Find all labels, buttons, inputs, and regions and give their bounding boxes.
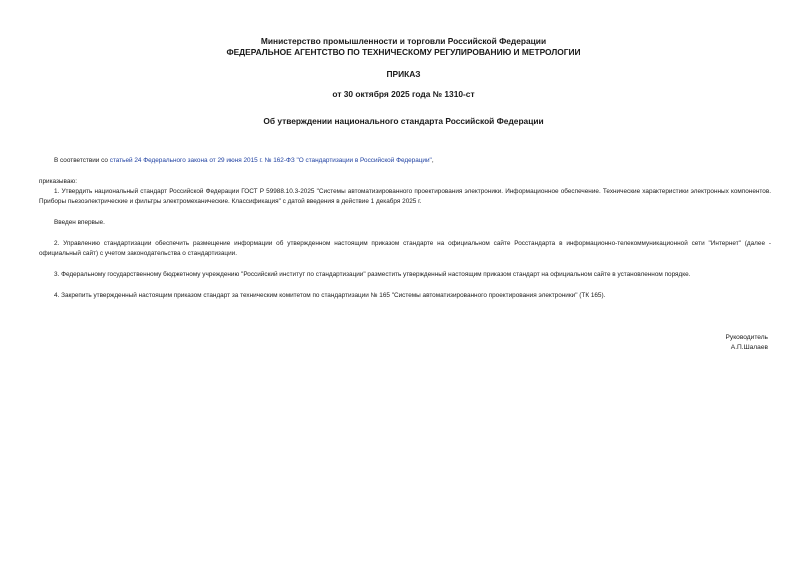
document-subject: Об утверждении национального стандарта Российской Федерации <box>263 116 544 126</box>
introduced-note: Введен впервые. <box>54 219 105 226</box>
document-date-number: от 30 октября 2025 года № 1310-ст <box>332 89 475 99</box>
preamble-paragraph <box>39 156 771 166</box>
preamble-suffix: , <box>431 157 434 164</box>
signatory-name: А.П.Шалаев <box>730 344 768 351</box>
preamble-prefix: В соответствии со <box>54 157 110 164</box>
document-type: ПРИКАЗ <box>386 69 421 79</box>
law-reference-link[interactable]: статьей 24 Федерального закона от 29 июня 2015 г. № 162-ФЗ "О стандартизации в Российской Федерации" <box>109 157 432 164</box>
order-item-2: 2. Управлению стандартизации обеспечить размещение информации об утвержденном настоящим приказом стандарте на официальном сайте Росстандарта в информационно-телекоммуникационной сети "Интернет" (далее - официальный сайт) с учетом законодательства о стандартизации. <box>39 240 771 257</box>
ministry-name: Министерство промышленности и торговли Российской Федерации <box>260 36 547 46</box>
order-word: приказываю: <box>39 178 77 185</box>
order-item-3: 3. Федеральному государственному бюджетному учреждению "Российский институт по стандартизации" разместить утвержденный настоящим приказом стандарт на официальном сайте в установленном порядке. <box>54 271 691 278</box>
order-item-4: 4. Закрепить утвержденный настоящим приказом стандарт за техническим комитетом по стандартизации № 165 "Системы автоматизированного проектирования электроники" (ТК 165). <box>54 292 606 299</box>
order-item-1: 1. Утвердить национальный стандарт Российской Федерации ГОСТ Р 59988.10.3-2025 "Системы автоматизированного проектирования электроники. Информационное обеспечение. Технические характеристики электронных компонентов. Приборы пьезоэлектрические и фильтры электромеханические. Классификация" с датой введения в действие 1 декабря 2025 г. <box>39 188 771 205</box>
signatory-title: Руководитель <box>725 334 768 341</box>
agency-name: ФЕДЕРАЛЬНОЕ АГЕНТСТВО ПО ТЕХНИЧЕСКОМУ РЕГУЛИРОВАНИЮ И МЕТРОЛОГИИ <box>226 47 581 57</box>
